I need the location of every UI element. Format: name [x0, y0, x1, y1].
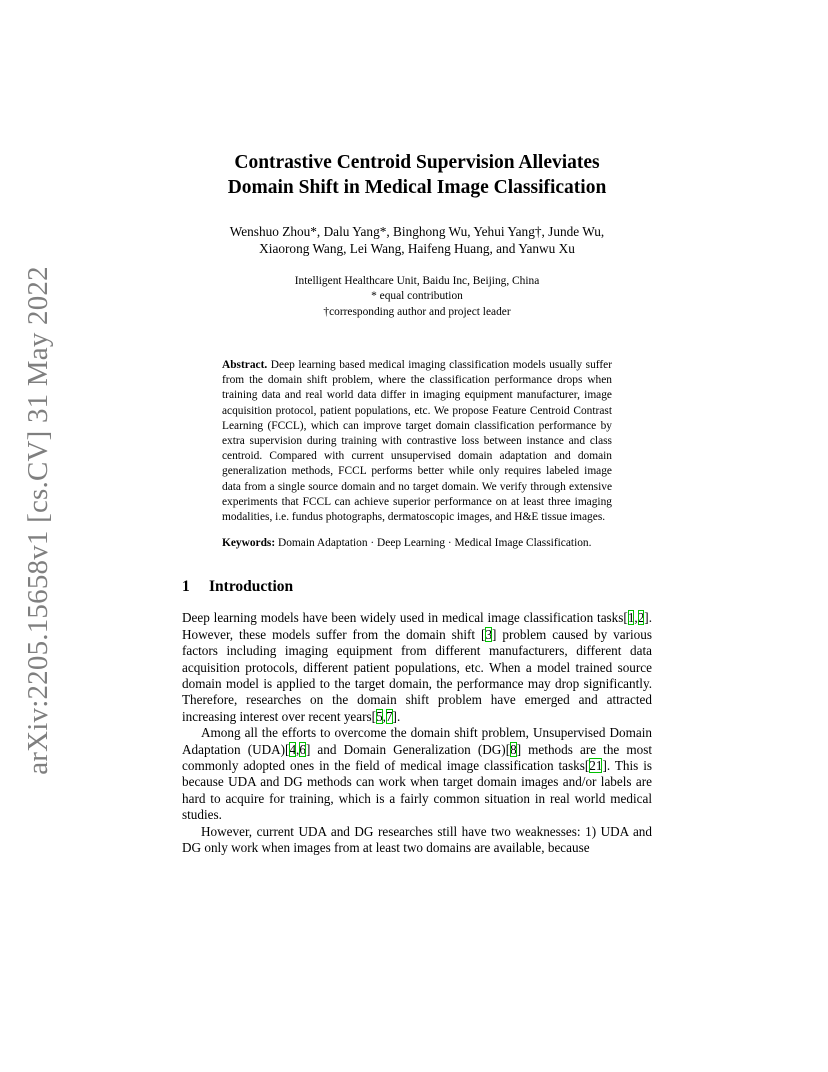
equal-contribution-note: * equal contribution [371, 290, 463, 303]
paragraph-3: However, current UDA and DG researches still have two weaknesses: 1) UDA and DG only work when images from at least two domains are available, because [182, 823, 652, 856]
corresponding-author-note: †corresponding author and project leader [323, 305, 511, 318]
title-line-2: Domain Shift in Medical Image Classification [227, 177, 607, 198]
citation-link[interactable]: 5 [376, 708, 383, 724]
section-heading-introduction [182, 577, 652, 597]
authors-line-1: Wenshuo Zhou*, Dalu Yang*, Binghong Wu, Yehui Yang†, Junde Wu, [229, 224, 605, 239]
arxiv-identifier-text: arXiv:2205.15658v1 [cs.CV] 31 May 2022 [21, 265, 54, 775]
paragraph-2-text: Among all the efforts to overcome the domain shift problem, Unsupervised Domain Adaptation (UDA)[ [182, 725, 652, 757]
citation-link[interactable]: 4 [289, 741, 297, 757]
citation-link[interactable]: 8 [510, 741, 517, 757]
section-title: Introduction [209, 578, 294, 596]
citation-link[interactable]: 2 [637, 610, 645, 626]
authors-line-2: Xiaorong Wang, Lei Wang, Haifeng Huang, and Yanwu Xu [259, 241, 575, 256]
paragraph-1-text: ]. However, these models suffer from the domain shift [ [182, 610, 652, 642]
title-line-1: Contrastive Centroid Supervision Alleviates [234, 152, 600, 173]
affiliation-block [182, 274, 652, 320]
paragraph-1-text: Deep learning models have been widely used in medical image classification tasks[ [182, 610, 628, 626]
paragraph-1-text: ] problem caused by various factors including imaging equipment from different manufacturers, different data acquisition protocols, different patient populations, etc. When a model trained source domain model is applied to the target domain, the performance may drop significantly. Therefore, researches on the domain shift problem have emerged and attracted increasing interest over recent years[ [182, 626, 652, 724]
paragraph-2 [182, 725, 652, 823]
author-list [182, 223, 652, 257]
citation-link[interactable]: 6 [299, 741, 306, 757]
abstract-text: Deep learning based medical imaging classification models usually suffer from the domain shift problem, where the classification performance drops when training data and real world data differ in imaging equipment manufacturer, image acquisition protocol, patient populations, etc. We propose Feature Centroid Contrast Learning (FCCL), which can improve target domain classification performance by extra supervision during training with contrastive loss between instance and class centroid. Compared with current unsupervised domain adaptation and domain generalization methods, FCCL performs better while only requires labeled image data from a single source domain and no target domain. We verify through extensive experiments that FCCL can achieve superior performance on at least three imaging modalities, i.e. fundus photographs, dermatoscopic images, and H&E tissue images. [222, 358, 612, 523]
abstract-label: Abstract. [222, 358, 268, 371]
citation-separator: , [382, 708, 386, 724]
citation-separator: , [634, 610, 638, 626]
paragraph-2-text: ] methods are the most commonly adopted ones in the field of medical image classification tasks[ [182, 741, 653, 773]
paper-page [182, 150, 652, 856]
citation-link[interactable]: 21 [589, 757, 603, 773]
citation-link[interactable]: 7 [385, 708, 393, 724]
arxiv-identifier-stamp [18, 265, 58, 775]
paragraph-2-text: ] and Domain Generalization (DG)[ [305, 741, 511, 757]
introduction-body [182, 610, 652, 856]
paragraph-1 [182, 610, 652, 725]
keywords [222, 536, 612, 551]
keywords-text: Domain Adaptation · Deep Learning · Medical Image Classification. [278, 537, 592, 550]
affiliation: Intelligent Healthcare Unit, Baidu Inc, Beijing, China [294, 275, 540, 287]
paragraph-1-text: ]. [392, 708, 401, 724]
citation-link[interactable]: 3 [485, 626, 493, 642]
citation-link[interactable]: 1 [627, 610, 635, 626]
section-number: 1 [182, 578, 190, 596]
keywords-label: Keywords: [222, 537, 276, 550]
paragraph-2-text: ]. This is because UDA and DG methods can work when target domain images and/or labels are hard to acquire for training, which is a fairly common situation in real world medical studies. [182, 757, 652, 823]
abstract [222, 358, 612, 525]
paper-title [182, 150, 652, 200]
citation-separator: , [296, 741, 300, 757]
